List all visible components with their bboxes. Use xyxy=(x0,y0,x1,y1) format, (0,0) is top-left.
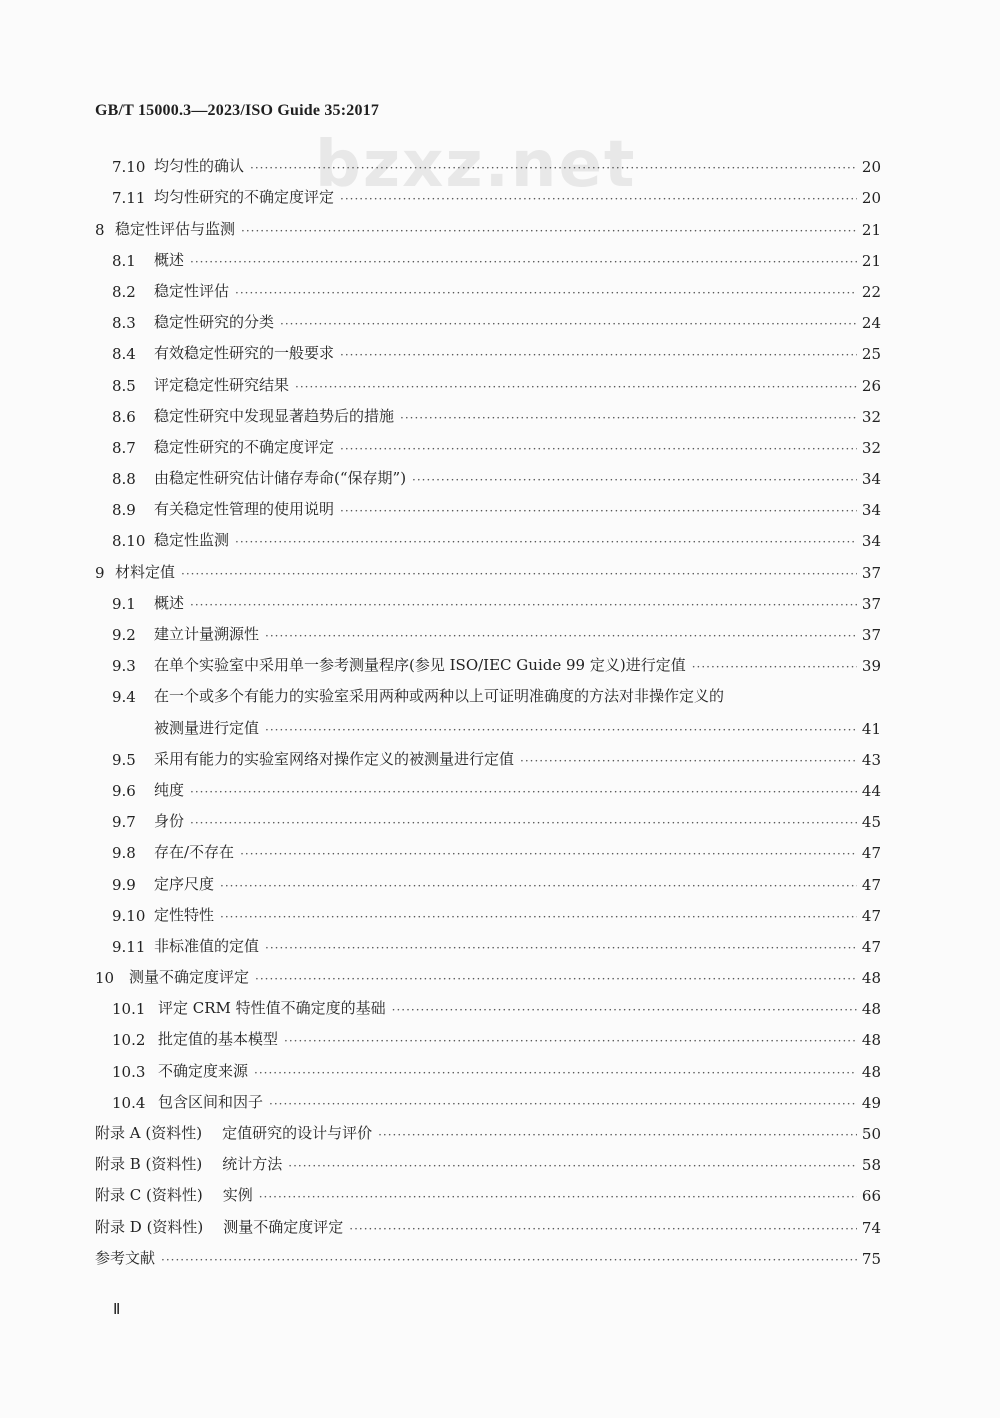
toc-entry-page: 34 xyxy=(861,470,881,489)
toc-entry[interactable] xyxy=(95,145,881,176)
toc-entry-number: 10.2 xyxy=(112,1031,146,1050)
toc-entry[interactable] xyxy=(95,769,881,800)
toc-entry[interactable] xyxy=(95,925,881,956)
toc-entry-number: 8.2 xyxy=(112,282,136,301)
toc-entry-page: 58 xyxy=(861,1156,881,1175)
toc-entry[interactable] xyxy=(95,644,881,675)
toc-entry-title: 实例 xyxy=(222,1186,253,1205)
toc-entry[interactable] xyxy=(95,894,881,925)
toc-entry-number: 8.1 xyxy=(112,251,136,270)
toc-entry-page: 48 xyxy=(861,1000,881,1019)
toc-entry-title: 定性特性 xyxy=(154,905,215,924)
toc-entry-number: 10.1 xyxy=(112,1000,146,1019)
toc-entry-title: 稳定性研究中发现显著趋势后的措施 xyxy=(154,406,395,425)
toc-leader-dots xyxy=(241,223,857,239)
toc-leader-dots xyxy=(295,379,857,395)
toc-entry-title: 采用有能力的实验室网络对操作定义的被测量进行定值 xyxy=(154,749,515,768)
toc-entry[interactable] xyxy=(95,1112,881,1143)
toc-entry-number: 9.8 xyxy=(112,844,136,863)
toc-entry[interactable] xyxy=(95,706,881,737)
toc-leader-dots xyxy=(340,347,857,363)
toc-entry[interactable] xyxy=(95,675,881,706)
toc-leader-dots xyxy=(520,753,857,769)
toc-entry-page: 45 xyxy=(861,813,881,832)
toc-entry-title: 有关稳定性管理的使用说明 xyxy=(154,500,335,519)
toc-entry[interactable] xyxy=(95,1081,881,1112)
toc-entry-title: 存在/不存在 xyxy=(154,843,235,862)
toc-entry-title: 由稳定性研究估计储存寿命(“保存期”) xyxy=(154,469,407,488)
toc-entry[interactable] xyxy=(95,956,881,987)
toc-entry-number: 7.10 xyxy=(112,158,146,177)
toc-leader-dots xyxy=(340,503,857,519)
toc-leader-dots xyxy=(255,971,857,987)
toc-entry[interactable] xyxy=(95,800,881,831)
toc-entry-number: 9.1 xyxy=(112,594,136,613)
toc-leader-dots xyxy=(265,940,857,956)
toc-leader-dots xyxy=(190,597,857,613)
toc-entry[interactable] xyxy=(95,519,881,550)
toc-entry[interactable] xyxy=(95,457,881,488)
toc-entry[interactable] xyxy=(95,613,881,644)
toc-entry-number: 9.6 xyxy=(112,781,136,800)
toc-leader-dots xyxy=(400,410,857,426)
toc-entry-number: 10 xyxy=(95,969,115,988)
toc-entry-page: 39 xyxy=(861,657,881,676)
toc-entry[interactable] xyxy=(95,738,881,769)
toc-entry-title: 测量不确定度评定 xyxy=(129,968,250,987)
toc-entry-page: 20 xyxy=(861,189,881,208)
toc-entry-number: 7.11 xyxy=(112,189,146,208)
toc-entry-page: 21 xyxy=(861,220,881,239)
toc-entry[interactable] xyxy=(95,1174,881,1205)
toc-entry-number: 9 xyxy=(95,563,105,582)
toc-entry[interactable] xyxy=(95,270,881,301)
toc-entry-number: 9.3 xyxy=(112,657,136,676)
toc-leader-dots xyxy=(240,846,857,862)
toc-entry-title: 被测量进行定值 xyxy=(154,718,260,737)
table-of-contents xyxy=(95,145,881,1268)
toc-leader-dots xyxy=(349,1221,857,1237)
toc-entry-page: 26 xyxy=(861,376,881,395)
toc-leader-dots xyxy=(190,254,857,270)
toc-leader-dots xyxy=(259,1189,857,1205)
toc-entry-title: 均匀性研究的不确定度评定 xyxy=(154,188,335,207)
toc-entry-number: 9.10 xyxy=(112,906,146,925)
toc-entry[interactable] xyxy=(95,862,881,893)
toc-entry-page: 47 xyxy=(861,844,881,863)
toc-entry-number: 8.10 xyxy=(112,532,146,551)
toc-leader-dots xyxy=(412,472,857,488)
toc-entry[interactable] xyxy=(95,1143,881,1174)
toc-entry-number: 9.9 xyxy=(112,875,136,894)
toc-leader-dots xyxy=(161,1252,857,1268)
toc-entry-number: 9.4 xyxy=(112,688,136,707)
toc-entry[interactable] xyxy=(95,395,881,426)
toc-entry-page: 48 xyxy=(861,1062,881,1081)
toc-entry-page: 47 xyxy=(861,875,881,894)
toc-entry-title: 稳定性评估 xyxy=(154,281,230,300)
toc-entry[interactable] xyxy=(95,550,881,581)
toc-entry-title: 在一个或多个有能力的实验室采用两种或两种以上可证明准确度的方法对非操作定义的 xyxy=(154,687,725,706)
toc-entry-page: 47 xyxy=(861,906,881,925)
toc-entry-number: 附录 C (资料性) xyxy=(95,1186,203,1205)
toc-entry-number: 8.9 xyxy=(112,501,136,520)
toc-leader-dots xyxy=(235,534,857,550)
toc-entry[interactable] xyxy=(95,987,881,1018)
toc-entry-title: 评定 CRM 特性值不确定度的基础 xyxy=(158,999,386,1018)
toc-entry-page: 41 xyxy=(861,719,881,738)
toc-entry-page: 49 xyxy=(861,1093,881,1112)
page-number: Ⅱ xyxy=(113,1302,121,1318)
toc-leader-dots xyxy=(235,285,857,301)
toc-entry-page: 75 xyxy=(861,1249,881,1268)
toc-leader-dots xyxy=(288,1158,857,1174)
toc-entry[interactable] xyxy=(95,831,881,862)
toc-leader-dots xyxy=(190,784,857,800)
toc-leader-dots xyxy=(284,1033,857,1049)
toc-leader-dots xyxy=(181,566,857,582)
toc-entry[interactable] xyxy=(95,363,881,394)
toc-entry[interactable] xyxy=(95,1237,881,1268)
toc-entry-title: 有效稳定性研究的一般要求 xyxy=(154,344,335,363)
toc-entry[interactable] xyxy=(95,1049,881,1080)
toc-entry-title: 在单个实验室中采用单一参考测量程序(参见 ISO/IEC Guide 99 定义)进行定值 xyxy=(154,656,686,675)
toc-entry-page: 44 xyxy=(861,781,881,800)
toc-entry-title: 概述 xyxy=(154,250,185,269)
toc-entry[interactable] xyxy=(95,1018,881,1049)
watermark: bzxz.net xyxy=(315,128,637,202)
toc-leader-dots xyxy=(220,909,857,925)
toc-leader-dots xyxy=(220,878,857,894)
toc-entry-title: 批定值的基本模型 xyxy=(158,1030,279,1049)
toc-entry[interactable] xyxy=(95,582,881,613)
toc-entry-title: 材料定值 xyxy=(115,562,176,581)
toc-entry-title: 参考文献 xyxy=(95,1248,156,1267)
toc-entry-page: 24 xyxy=(861,314,881,333)
toc-entry[interactable] xyxy=(95,301,881,332)
toc-entry-title: 建立计量溯源性 xyxy=(154,625,260,643)
toc-entry-title: 非标准值的定值 xyxy=(154,936,260,955)
toc-entry-page: 48 xyxy=(861,969,881,988)
toc-entry-title: 包含区间和因子 xyxy=(158,1092,264,1111)
toc-leader-dots xyxy=(250,160,857,176)
toc-entry-number: 8.3 xyxy=(112,314,136,333)
toc-leader-dots xyxy=(269,1096,857,1112)
toc-entry-page: 37 xyxy=(861,563,881,582)
toc-entry-title: 统计方法 xyxy=(222,1155,283,1174)
toc-entry-number: 9.2 xyxy=(112,626,136,644)
toc-entry-number: 10.4 xyxy=(112,1093,146,1112)
toc-entry-title: 测量不确定度评定 xyxy=(223,1217,344,1236)
toc-entry-number: 附录 B (资料性) xyxy=(95,1155,203,1174)
toc-entry-title: 稳定性监测 xyxy=(154,531,230,550)
toc-entry-title: 纯度 xyxy=(154,780,185,799)
toc-entry-page: 47 xyxy=(861,937,881,956)
toc-leader-dots xyxy=(340,441,857,457)
toc-entry-number: 8.6 xyxy=(112,407,136,426)
toc-entry-number: 8 xyxy=(95,220,105,239)
toc-leader-dots xyxy=(692,659,857,675)
toc-entry-page: 34 xyxy=(861,501,881,520)
toc-entry[interactable] xyxy=(95,426,881,457)
toc-leader-dots xyxy=(280,316,857,332)
toc-entry-number: 附录 D (资料性) xyxy=(95,1217,204,1236)
toc-entry-number: 8.7 xyxy=(112,438,136,457)
toc-entry-number: 9.11 xyxy=(112,937,146,956)
toc-entry-page: 43 xyxy=(861,750,881,769)
toc-entry-number: 8.8 xyxy=(112,470,136,489)
toc-entry[interactable] xyxy=(95,239,881,270)
toc-entry-number: 8.5 xyxy=(112,376,136,395)
toc-entry-page: 32 xyxy=(861,438,881,457)
toc-entry-number: 9.5 xyxy=(112,750,136,769)
toc-leader-dots xyxy=(378,1127,857,1143)
toc-entry-page: 50 xyxy=(861,1125,881,1143)
toc-entry[interactable] xyxy=(95,1205,881,1236)
toc-entry[interactable] xyxy=(95,488,881,519)
toc-entry-page: 20 xyxy=(861,158,881,177)
toc-entry-page: 37 xyxy=(861,594,881,613)
toc-entry-page: 66 xyxy=(861,1187,881,1206)
toc-entry-page: 32 xyxy=(861,407,881,426)
toc-leader-dots xyxy=(190,815,857,831)
toc-entry-number: 9.7 xyxy=(112,813,136,832)
toc-entry-title: 稳定性评估与监测 xyxy=(115,219,236,238)
toc-entry-title: 评定稳定性研究结果 xyxy=(154,375,290,394)
toc-entry-title: 概述 xyxy=(154,593,185,612)
toc-leader-dots xyxy=(340,191,857,207)
toc-entry-number: 8.4 xyxy=(112,345,136,364)
toc-entry[interactable] xyxy=(95,332,881,363)
toc-entry[interactable] xyxy=(95,176,881,207)
toc-entry-title: 身份 xyxy=(154,812,185,831)
toc-entry-page: 37 xyxy=(861,626,881,644)
toc-entry-number: 附录 A (资料性) xyxy=(95,1124,203,1142)
toc-leader-dots xyxy=(254,1065,857,1081)
toc-entry-title: 稳定性研究的分类 xyxy=(154,313,275,332)
toc-leader-dots xyxy=(392,1002,857,1018)
toc-entry-title: 稳定性研究的不确定度评定 xyxy=(154,437,335,456)
toc-entry-page: 22 xyxy=(861,282,881,301)
toc-entry[interactable] xyxy=(95,207,881,238)
toc-entry-page: 74 xyxy=(861,1218,881,1237)
toc-entry-title: 定值研究的设计与评价 xyxy=(222,1124,373,1142)
toc-entry-number: 10.3 xyxy=(112,1062,146,1081)
toc-entry-title: 不确定度来源 xyxy=(158,1061,249,1080)
toc-leader-dots xyxy=(265,628,857,644)
toc-entry-page: 21 xyxy=(861,251,881,270)
toc-entry-title: 均匀性的确认 xyxy=(154,157,245,176)
toc-leader-dots xyxy=(265,722,857,738)
toc-entry-page: 34 xyxy=(861,532,881,551)
standard-code-header: GB/T 15000.3—2023/ISO Guide 35:2017 xyxy=(95,102,380,119)
toc-entry-page: 25 xyxy=(861,345,881,364)
toc-entry-title: 定序尺度 xyxy=(154,874,215,893)
toc-entry-page: 48 xyxy=(861,1031,881,1050)
